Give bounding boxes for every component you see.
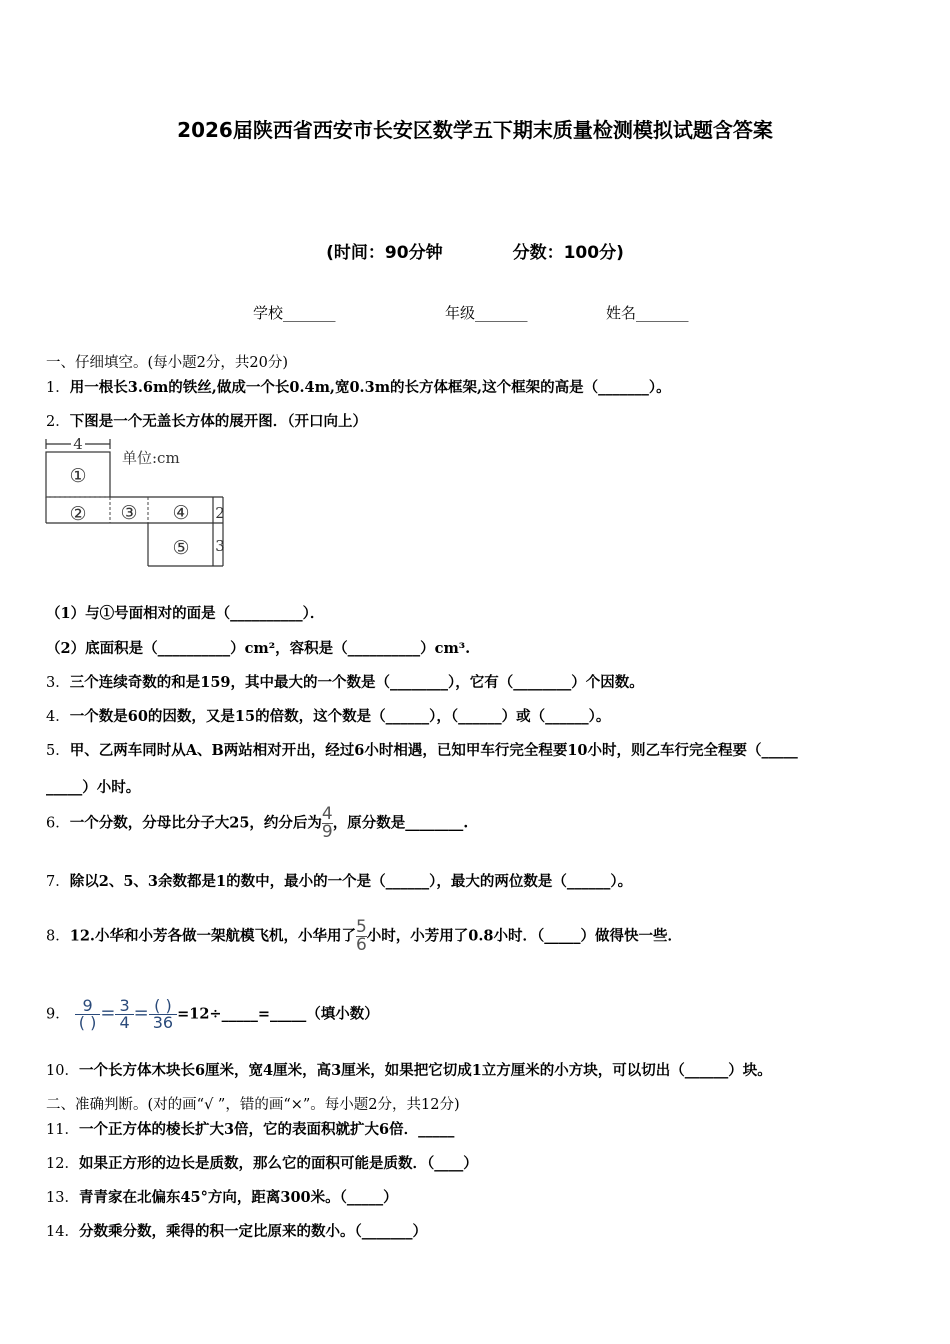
question-2-part-1: （1）与①号面相对的面是（__________）．: [46, 605, 325, 622]
question-number: 8．: [46, 928, 70, 945]
question-6: [46, 806, 468, 841]
fraction: [322, 806, 333, 841]
page-title: 2026届陕西省西安市长安区数学五下期末质量检测模拟试题含答案: [177, 118, 773, 142]
question-2-part-2: （2）底面积是（__________）cm²，容积是（__________）cm³.: [46, 640, 471, 657]
unit-label: 单位:cm: [122, 449, 180, 467]
question-text-post: 小时，小芳用了0.8小时．（_____）做得快一些．: [366, 927, 683, 945]
dimension-right-a: 2: [215, 504, 225, 522]
question-number: 3．: [46, 675, 70, 691]
dimension-top-label: 4: [73, 436, 83, 453]
fraction-denominator: ( ): [75, 1014, 101, 1031]
grade-field[interactable]: 年级_______: [445, 304, 528, 322]
exam-score: 分数：100分): [512, 243, 624, 263]
question-11: [46, 1118, 454, 1139]
question-text: 一个数是60的因数，又是15的倍数，这个数是（______），（______）或（______）。: [69, 708, 611, 725]
question-text: 甲、乙两车同时从A、B两站相对开出，经过6小时相遇，已知甲车行完全程要10小时，则乙车行完全程要（_____: [69, 742, 798, 759]
fraction-3: [149, 998, 177, 1031]
fraction-numerator: 3: [119, 996, 130, 1015]
face-5-label: ⑤: [172, 537, 190, 559]
fraction-numerator: 4: [321, 804, 333, 824]
question-text-post: ，原分数是________.: [332, 814, 469, 832]
question-number: 10．: [46, 1063, 79, 1079]
section-2-heading: 二、准确判断。(对的画“√ ”，错的画“×”。每小题2分，共12分): [46, 1097, 460, 1113]
fraction-denominator: 4: [115, 1014, 133, 1031]
question-text: 青青家在北偏东45°方向，距离300米。（_____）: [78, 1189, 398, 1206]
question-text-pre: 一个分数，分母比分子大25，约分后为: [69, 814, 322, 832]
box-net-figure: [40, 436, 240, 572]
question-8: [46, 919, 682, 954]
school-field[interactable]: 学校_______: [253, 304, 336, 322]
question-text: 分数乘分数，乘得的积一定比原来的数小。（_______）: [78, 1223, 427, 1240]
question-4: [46, 705, 610, 726]
fraction-denominator: 36: [149, 1014, 177, 1031]
question-text: 如果正方形的边长是质数，那么它的面积可能是质数．（____）: [78, 1155, 478, 1172]
fraction-2: [115, 998, 133, 1031]
question-number: 1．: [46, 380, 70, 396]
question-14: [46, 1220, 427, 1241]
question-text: 一个正方体的棱长扩大3倍，它的表面积就扩大6倍．_____: [78, 1121, 455, 1138]
face-3-label: ③: [120, 502, 138, 524]
dimension-right-b: 3: [215, 537, 225, 555]
question-text: 除以2、5、3余数都是1的数中，最小的一个是（______），最大的两位数是（______）。: [69, 873, 633, 890]
name-field[interactable]: 姓名_______: [606, 304, 689, 322]
fraction-denominator: 6: [355, 935, 367, 955]
question-number: 4．: [46, 709, 70, 725]
question-number: 14．: [46, 1224, 79, 1240]
question-2: [46, 410, 367, 431]
face-2-label: ②: [69, 503, 87, 525]
question-number: 11．: [46, 1122, 79, 1138]
question-number: 9．: [46, 1006, 70, 1023]
fraction-numerator: 5: [355, 917, 367, 937]
question-5-continued: _____）小时。: [46, 779, 141, 796]
question-number: 13．: [46, 1190, 79, 1206]
face-1-label: ①: [69, 465, 87, 487]
question-text-post: =12÷_____=_____（填小数）: [177, 1005, 379, 1023]
question-3: [46, 671, 644, 692]
question-1: [46, 376, 671, 397]
face-4-label: ④: [172, 502, 190, 524]
question-number: 12．: [46, 1156, 79, 1172]
question-13: [46, 1186, 398, 1207]
question-text: 用一根长3.6m的铁丝,做成一个长0.4m,宽0.3m的长方体框架,这个框架的高是（_______）。: [69, 379, 671, 396]
question-10: [46, 1059, 772, 1080]
question-number: 6．: [46, 815, 70, 832]
equals-sign: =: [100, 1002, 116, 1024]
question-7: [46, 870, 632, 891]
question-text: 三个连续奇数的和是159，其中最大的一个数是（________），它有（________）个因数。: [69, 674, 644, 691]
question-number: 7．: [46, 874, 70, 890]
question-number: 5．: [46, 743, 70, 759]
section-1-heading: 一、仔细填空。(每小题2分，共20分): [46, 355, 288, 371]
question-text: 一个长方体木块长6厘米，宽4厘米，高3厘米，如果把它切成1立方厘米的小方块，可以切出（______）块。: [78, 1062, 772, 1079]
equals-sign: =: [133, 1002, 149, 1024]
exam-time: (时间：90分钟: [326, 243, 443, 263]
fraction-numerator: ( ): [154, 996, 172, 1015]
exam-info: [0, 238, 950, 263]
fraction: [356, 919, 367, 954]
question-5: [46, 739, 798, 760]
question-9: [46, 998, 379, 1031]
question-12: [46, 1152, 478, 1173]
question-text: 下图是一个无盖长方体的展开图．（开口向上）: [69, 413, 367, 430]
question-text-pre: 12.小华和小芳各做一架航模飞机，小华用了: [69, 927, 356, 945]
question-number: 2．: [46, 414, 70, 430]
fraction-denominator: 9: [321, 822, 333, 842]
fraction-1: [75, 998, 101, 1031]
fraction-numerator: 9: [82, 996, 93, 1015]
